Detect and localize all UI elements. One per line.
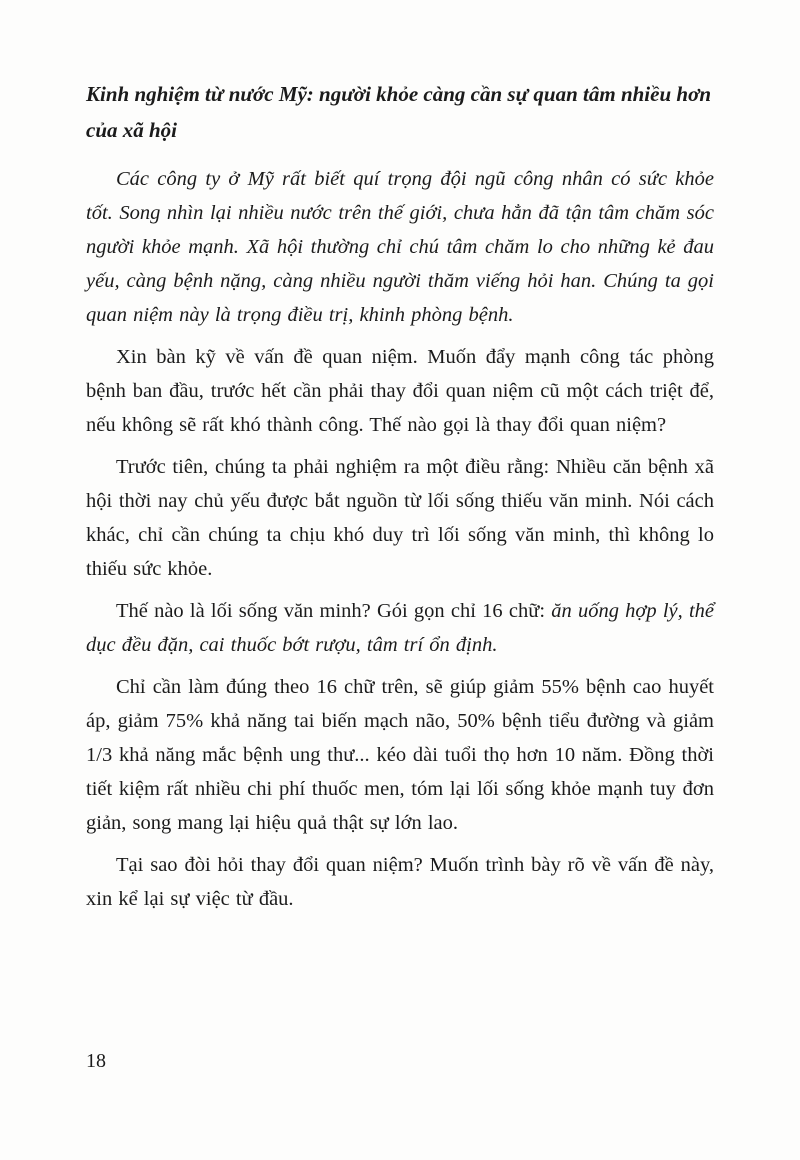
paragraph: Xin bàn kỹ về vấn đề quan niệm. Muốn đẩy mạnh công tác phòng bệnh ban đầu, trước hết cần phải thay đổi quan niệm cũ một cách triệt để, nếu không sẽ rất khó thành công. Thế nào gọi là thay đổi quan niệm?: [86, 346, 714, 436]
paragraph: Trước tiên, chúng ta phải nghiệm ra một điều rằng: Nhiều căn bệnh xã hội thời nay chủ yếu được bắt nguồn từ lối sống thiếu văn minh. Nói cách khác, chỉ cần chúng ta chịu khó duy trì lối sống văn minh, thì không lo thiếu sức khỏe.: [86, 456, 714, 580]
section-heading: Kinh nghiệm từ nước Mỹ: người khỏe càng cần sự quan tâm nhiều hơn của xã hội: [86, 82, 712, 142]
page-body: [86, 76, 714, 924]
paragraph: Tại sao đòi hỏi thay đổi quan niệm? Muốn trình bày rõ về vấn đề này, xin kể lại sự việc từ đầu.: [86, 854, 714, 910]
paragraph-intro: Các công ty ở Mỹ rất biết quí trọng đội ngũ công nhân có sức khỏe tốt. Song nhìn lại nhiều nước trên thế giới, chưa hẳn đã tận tâm chăm sóc người khỏe mạnh. Xã hội thường chỉ chú tâm chăm lo cho những kẻ đau yếu, càng bệnh nặng, càng nhiều người thăm viếng hỏi han. Chúng ta gọi quan niệm này là trọng điều trị, khinh phòng bệnh.: [86, 168, 714, 326]
paragraph: [86, 594, 714, 662]
page-number: 18: [86, 1050, 106, 1072]
paragraph: Chỉ cần làm đúng theo 16 chữ trên, sẽ giúp giảm 55% bệnh cao huyết áp, giảm 75% khả năng tai biến mạch não, 50% bệnh tiểu đường và giảm 1/3 khả năng mắc bệnh ung thư... kéo dài tuổi thọ hơn 10 năm. Đồng thời tiết kiệm rất nhiều chi phí thuốc men, tóm lại lối sống khỏe mạnh tuy đơn giản, song mang lại hiệu quả thật sự lớn lao.: [86, 676, 714, 834]
paragraph-italic-text: ăn uống hợp lý, thể dục đều đặn, cai thuốc bớt rượu, tâm trí ổn định.: [86, 600, 715, 656]
paragraph-text: Thế nào là lối sống văn minh? Gói gọn chỉ 16 chữ:: [116, 600, 552, 622]
